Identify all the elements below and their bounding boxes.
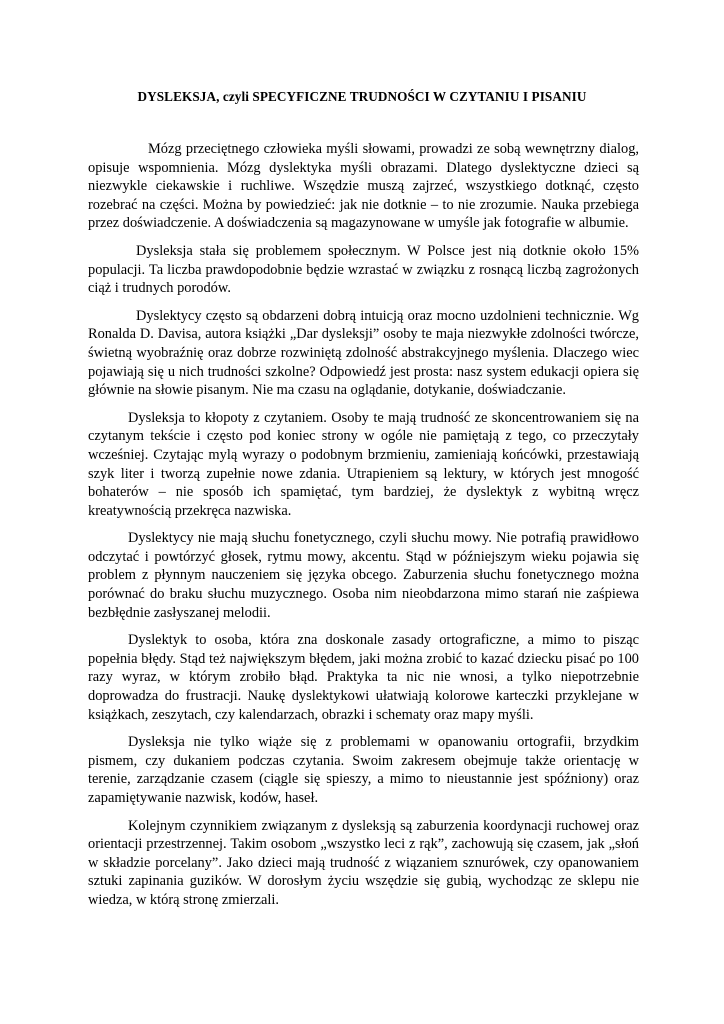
paragraph: Dysleksja nie tylko wiąże się z problemami w opanowaniu ortografii, brzydkim pismem, czy dukaniem podczas czytania. Swoim zakresem obejmuje także orientację w terenie, zarządzanie czasem (ciągle się spieszy, a mimo to nieustannie jest spóźniony) oraz zapamiętywanie nazwisk, kodów, haseł. (88, 734, 639, 806)
paragraph: Dysleksja to kłopoty z czytaniem. Osoby te mają trudność ze skoncentrowaniem się na czytanym tekście i często pod koniec strony w ogóle nie pamiętają z tego, co przeczytały wcześniej. Czytając mylą wyrazy o podobnym brzmieniu, zamieniają końcówki, przestawiają szyk liter i tworzą zupełnie nowe zdania. Utrapieniem są lektury, w których jest mnogość bohaterów – nie sposób ich spamiętać, tym bardziej, że dyslektyk z wybitną wręcz kreatywnością przekręca nazwiska. (88, 409, 639, 519)
paragraph: Dyslektycy nie mają słuchu fonetycznego, czyli słuchu mowy. Nie potrafią prawidłowo odczytać i powtórzyć głosek, rytmu mowy, akcentu. Stąd w późniejszym wieku pojawia się problem z płynnym nauczeniem się języka obcego. Zaburzenia słuchu fonetycznego można porównać do braku słuchu muzycznego. Osoba nim nieobdarzona mimo starań nie zaśpiewa bezbłędnie zasłyszanej melodii. (88, 530, 639, 621)
document-body (88, 140, 639, 910)
document-title: DYSLEKSJA, czyli SPECYFICZNE TRUDNOŚCI W CZYTANIU I PISANIU (137, 89, 587, 104)
paragraph: Kolejnym czynnikiem związanym z dysleksją są zaburzenia koordynacji ruchowej oraz orientacji przestrzennej. Takim osobom „wszystko leci z rąk”, zachowują się czasem, jak „słoń w składzie porcelany”. Jako dzieci mają trudność z wiązaniem sznurówek, czy opanowaniem sztuki zapinania guzików. W dorosłym życiu wszędzie się gubią, wychodząc ze sklepu nie wiedza, w którą stronę zmierzali. (88, 817, 639, 908)
paragraph: Dyslektyk to osoba, która zna doskonale zasady ortograficzne, a mimo to pisząc popełnia błędy. Stąd też największym błędem, jaki można zrobić to kazać dziecku pisać po 100 razy wyraz, w którym zrobiło błąd. Praktyka ta nic nie wnosi, a tylko niepotrzebnie doprowadza do frustracji. Naukę dyslektykowi ułatwiają kolorowe karteczki przyklejane w książkach, zeszytach, czy kalendarzach, obrazki i schematy oraz mapy myśli. (88, 632, 639, 723)
paragraph: Mózg przeciętnego człowieka myśli słowami, prowadzi ze sobą wewnętrzny dialog, opisuje wspomnienia. Mózg dyslektyka myśli obrazami. Dlatego dyslektyczne dzieci są niezwykle ciekawskie i ruchliwe. Wszędzie muszą zajrzeć, wszystkiego dotknąć, często rozebrać na części. Można by powiedzieć: jak nie dotknie – to nie zrozumie. Nauka przebiega przez doświadczenie. A doświadczenia są magazynowane w umyśle jak fotografie w albumie. (88, 141, 639, 232)
paragraph: Dysleksja stała się problemem społecznym. W Polsce jest nią dotknie około 15% populacji. Ta liczba prawdopodobnie będzie wzrastać w związku z rosnącą liczbą zagrożonych ciąż i trudnych porodów. (88, 242, 639, 297)
paragraph: Dyslektycy często są obdarzeni dobrą intuicją oraz mocno uzdolnieni technicznie. Wg Ronalda D. Davisa, autora książki „Dar dysleksji” osoby te maja niezwykłe zdolności twórcze, świetną wyobraźnię oraz dobrze rozwiniętą zdolność abstrakcyjnego myślenia. Dlaczego wiec pojawiają się u nich trudności szkolne? Odpowiedź jest prosta: nasz system edukacji opiera się głównie na słowie pisanym. Nie ma czasu na oglądanie, dotykanie, doświadczanie. (88, 307, 639, 399)
